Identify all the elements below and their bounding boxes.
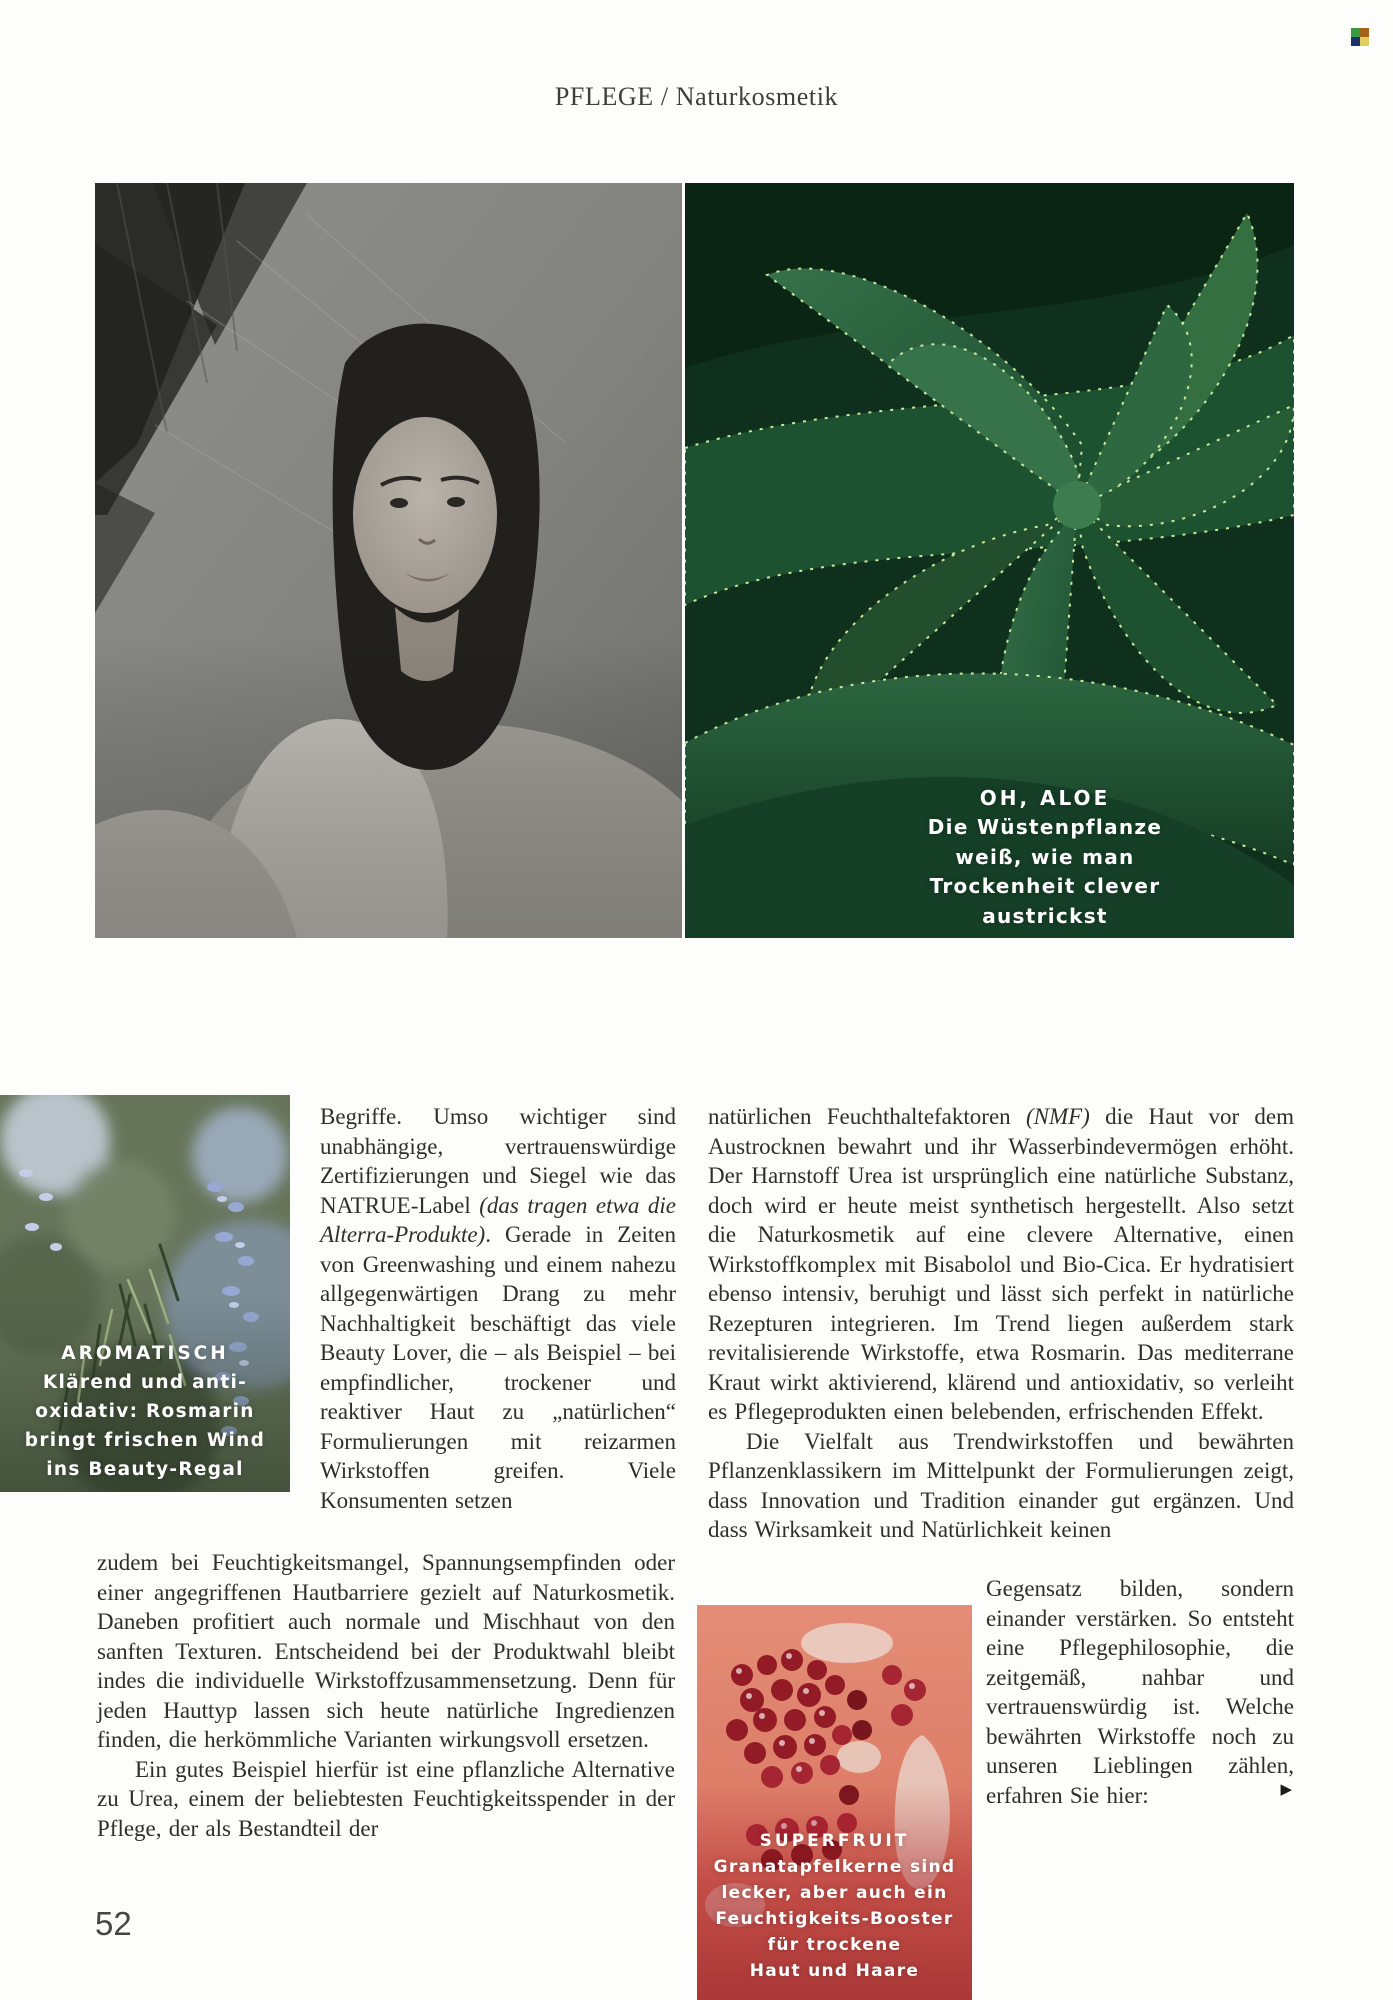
article-paragraph: Gegensatz bilden, sondern einander verstärken. So entsteht eine Pflegephilosophie, die zeitgemäß, nahbar und vertrauenswürdig ist. Welche bewährten Wirkstoffe noch zu unseren Lieblingen zählen, erfahren Sie hier: [986,1576,1294,1808]
continuation-arrow-icon: ▶ [1280,1779,1292,1798]
pomegranate-caption-title: SUPERFRUIT [759,1831,910,1851]
rosemary-caption-title: AROMATISCH [61,1343,229,1364]
body-text-italic: (das tragen etwa die Alterra-Produkte) [320,1192,676,1247]
article-column-middle [320,1102,676,1515]
page-header: PFLEGE / Naturkosmetik [554,82,839,111]
pomegranate-caption-line: Feuchtigkeits-Booster [715,1909,954,1929]
rosemary-caption-line: bringt frischen Wind [24,1430,266,1451]
rosemary-caption-line: oxidativ: Rosmarin [35,1401,255,1422]
body-text: Begriffe. Umso wichtiger sind unabhängige, vertrauenswürdige Zertifizierungen und Siegel wie das NATRUE-Label [320,1104,676,1218]
aloe-overlay-caption [855,784,1235,932]
aloe-caption-line: Trockenheit clever [929,874,1161,898]
aloe-photo [685,183,1294,938]
aloe-caption-line: weiß, wie man [955,844,1135,869]
brand-square-green [1351,28,1360,37]
body-text: die Haut vor dem Austrocknen bewahrt und ihr Wasserbindevermögen erhöht. Der Harnstoff Urea ist ursprünglich eine natürliche Substanz, doch wird er heute meist synthetisch hergestellt. Also setzt die Naturkosmetik auf eine clevere Alternative, einen Wirkstoffkomplex mit Bisabolol und Bio-Cica. Er hydratisiert ebenso intensiv, beruhigt und lässt sich perfekt in natürliche Rezepturen integrieren. Im Trend liegen außerdem stark revitalisierende Wirkstoffe, etwa Rosmarin. Das mediterrane Kraut wirkt aktivierend, klärend und antioxidativ, so verleiht es Pflegeprodukten einen belebenden, erfrischenden Effekt. [708,1104,1294,1424]
page-number: 52 [95,1905,132,1942]
article-column-right [708,1102,1294,1545]
brand-square-navy [1351,37,1360,46]
body-text-italic: (NMF) [1025,1104,1090,1129]
aloe-caption-line: Die Wüstenpflanze [927,815,1163,839]
body-text: . Gerade in Zeiten von Greenwashing und einem nahezu allgegenwärtigen Drang zu mehr Nachhaltigkeit beschäftigt das viele Beauty Lover, die – als Beispiel – bei empfindlicher, trockener und reaktiver Haut zu „natürlichen“ Formulierungen mit reizarmen Wirkstoffen greifen. Viele Konsumenten setzen [320,1222,676,1513]
pomegranate-caption-line: lecker, aber auch ein [721,1883,948,1903]
brand-square-brown [1360,28,1369,37]
pomegranate-photo [697,1605,972,2000]
pomegranate-caption [697,1828,972,1984]
pomegranate-caption-line: Granatapfelkerne sind [713,1857,956,1877]
article-paragraph: Ein gutes Beispiel hierfür ist eine pflanzliche Alternative zu Urea, einem der beliebtesten Feuchtigkeitsspender in der Pflege, der als Bestandteil der [97,1756,675,1841]
brand-square-yellow [1360,37,1369,46]
rosemary-caption-line: ins Beauty-Regal [46,1459,244,1480]
rosemary-photo [0,1095,290,1492]
article-paragraph [708,1102,1294,1427]
article-paragraph: zudem bei Feuchtigkeitsmangel, Spannungsempfinden oder einer angegriffenen Hautbarriere gezielt auf Naturkosmetik. Daneben profitiert auch normale und Mischhaut von den sanften Texturen. Entscheidend bei der Produktwahl bleibt indes die individuelle Wirkstoffzusammensetzung. Denn für jeden Hauttyp lassen sich heute natürliche Ingredienzen finden, die herkömmliche Varianten wirkungsvoll ersetzen. [97,1550,675,1752]
article-paragraph: Die Vielfalt aus Trendwirkstoffen und bewährten Pflanzenklassikern im Mittelpunkt der Formulierungen zeigt, dass Innovation und Tradition einander gut ergänzen. Und dass Wirksamkeit und Natürlichkeit keinen [708,1428,1294,1542]
portrait-photo [95,183,682,938]
rosemary-caption [0,1339,290,1484]
aloe-caption-title: OH, ALOE [979,785,1111,810]
pomegranate-caption-line: für trockene [767,1935,902,1955]
pomegranate-caption-line: Haut und Haare [749,1961,920,1981]
brand-mark-icon [1351,28,1369,46]
article-paragraph [320,1102,676,1515]
portrait-illustration [95,183,682,938]
rosemary-caption-line: Klärend und anti- [42,1372,248,1393]
body-text: natürlichen Feuchthaltefaktoren [708,1104,1026,1129]
article-column-right-narrow [986,1574,1294,1810]
aloe-caption-line: austrickst [982,903,1108,928]
article-column-left-wide [97,1548,675,1843]
